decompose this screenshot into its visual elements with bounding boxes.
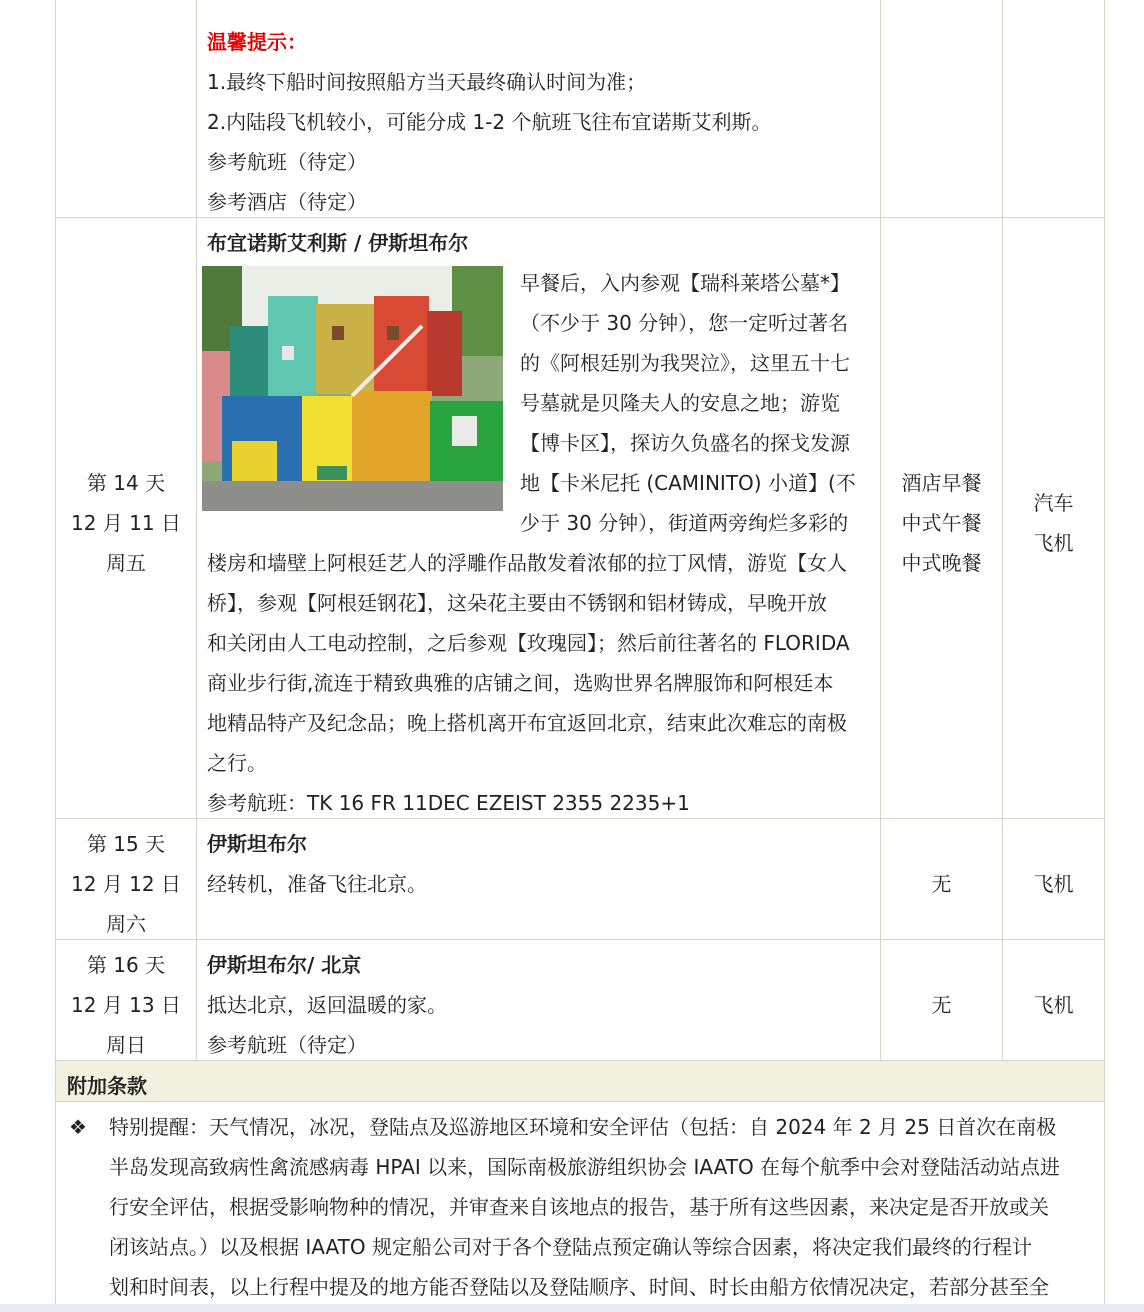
reference-flight: 参考航班：TK 16 FR 11DEC EZEIST 2355 2235+1 [207, 791, 690, 815]
terms-line: 划和时间表，以上行程中提及的地方能否登陆以及登陆顺序、时间、时长由船方依情况决定，若部分甚至全 [109, 1275, 1049, 1299]
desc-line: 楼房和墙壁上阿根廷艺人的浮雕作品散发着浓郁的拉丁风情，游览【女人 [207, 551, 847, 575]
reference-hotel: 参考酒店（待定） [207, 190, 367, 214]
desc-line: 之行。 [207, 751, 267, 775]
date-label: 12 月 13 日 [71, 993, 181, 1017]
date-label: 12 月 11 日 [71, 511, 181, 535]
desc-line: 桥】，参观【阿根廷钢花】，这朵花主要由不锈钢和铝材铸成，早晚开放 [207, 591, 827, 615]
transport: 飞机 [1033, 993, 1074, 1017]
desc-line: 商业步行街,流连于精致典雅的店铺之间，选购世界名牌服饰和阿根廷本 [207, 671, 834, 695]
meal-lunch: 中式午餐 [901, 511, 982, 535]
day-title: 布宜诺斯艾利斯 / 伊斯坦布尔 [207, 231, 469, 255]
day-desc: 经转机，准备飞往北京。 [207, 872, 427, 896]
day-label: 第 14 天 [86, 471, 166, 495]
tip-line-1: 1.最终下船时间按照船方当天最终确认时间为准； [207, 70, 647, 94]
viewer-bottom-edge [0, 1304, 1144, 1312]
day-label: 第 16 天 [86, 953, 166, 977]
meals: 无 [931, 993, 952, 1017]
la-boca-photo [202, 266, 503, 511]
tip-line-2: 2.内陆段飞机较小，可能分成 1-2 个航班飞往布宜诺斯艾利斯。 [207, 110, 772, 134]
transport-plane: 飞机 [1033, 531, 1074, 555]
reference-flight: 参考航班（待定） [207, 1033, 367, 1057]
meal-dinner: 中式晚餐 [901, 551, 982, 575]
desc-line: 的《阿根廷别为我哭泣》，这里五十七 [520, 351, 850, 375]
desc-line: 地【卡米尼托 (CAMINITO) 小道】(不 [520, 471, 856, 495]
desc-line: 早餐后，入内参观【瑞科莱塔公墓*】 [520, 271, 850, 295]
desc-line: 【博卡区】，探访久负盛名的探戈发源 [520, 431, 850, 455]
itinerary-table [55, 0, 1105, 1310]
terms-line: 闭该站点。）以及根据 IAATO 规定船公司对于各个登陆点预定确认等综合因素，将决定我们最终的行程计 [109, 1235, 1032, 1259]
desc-line: 和关闭由人工电动控制，之后参观【玫瑰园】；然后前往著名的 FLORIDA [207, 631, 850, 655]
weekday-label: 周五 [106, 551, 146, 575]
transport-bus: 汽车 [1033, 491, 1074, 515]
meal-breakfast: 酒店早餐 [901, 471, 982, 495]
desc-line: 地精品特产及纪念品；晚上搭机离开布宜返回北京，结束此次难忘的南极 [207, 711, 847, 735]
bullet-icon: ❖ [69, 1115, 87, 1139]
additional-terms-title: 附加条款 [67, 1074, 147, 1098]
terms-line: 行安全评估，根据受影响物种的情况，并审查来自该地点的报告，基于所有这些因素，来决定是否开放或关 [109, 1195, 1049, 1219]
date-label: 12 月 12 日 [71, 872, 181, 896]
desc-line: 号墓就是贝隆夫人的安息之地；游览 [520, 391, 840, 415]
day-title: 伊斯坦布尔/ 北京 [207, 953, 362, 977]
day-label: 第 15 天 [86, 832, 166, 856]
row-divider [56, 1101, 1104, 1102]
transport: 飞机 [1033, 872, 1074, 896]
day-desc: 抵达北京，返回温暖的家。 [207, 993, 447, 1017]
col-divider-day [196, 0, 197, 1061]
tip-title: 温馨提示： [207, 30, 307, 54]
day-title: 伊斯坦布尔 [207, 832, 307, 856]
colorful-houses-image [202, 266, 503, 511]
weekday-label: 周日 [106, 1033, 146, 1057]
desc-line: 少于 30 分钟），街道两旁绚烂多彩的 [520, 511, 849, 535]
meals: 无 [931, 872, 952, 896]
row-divider [56, 939, 1104, 940]
terms-line: 特别提醒：天气情况，冰况，登陆点及巡游地区环境和安全评估（包括：自 2024 年 2 月 25 日首次在南极 [109, 1115, 1057, 1139]
desc-line: （不少于 30 分钟），您一定听过著名 [520, 311, 849, 335]
reference-flight: 参考航班（待定） [207, 150, 367, 174]
additional-terms-header [56, 1061, 1104, 1101]
terms-line: 半岛发现高致病性禽流感病毒 HPAI 以来，国际南极旅游组织协会 IAATO 在每个航季中会对登陆活动站点进 [109, 1155, 1061, 1179]
weekday-label: 周六 [106, 912, 146, 936]
